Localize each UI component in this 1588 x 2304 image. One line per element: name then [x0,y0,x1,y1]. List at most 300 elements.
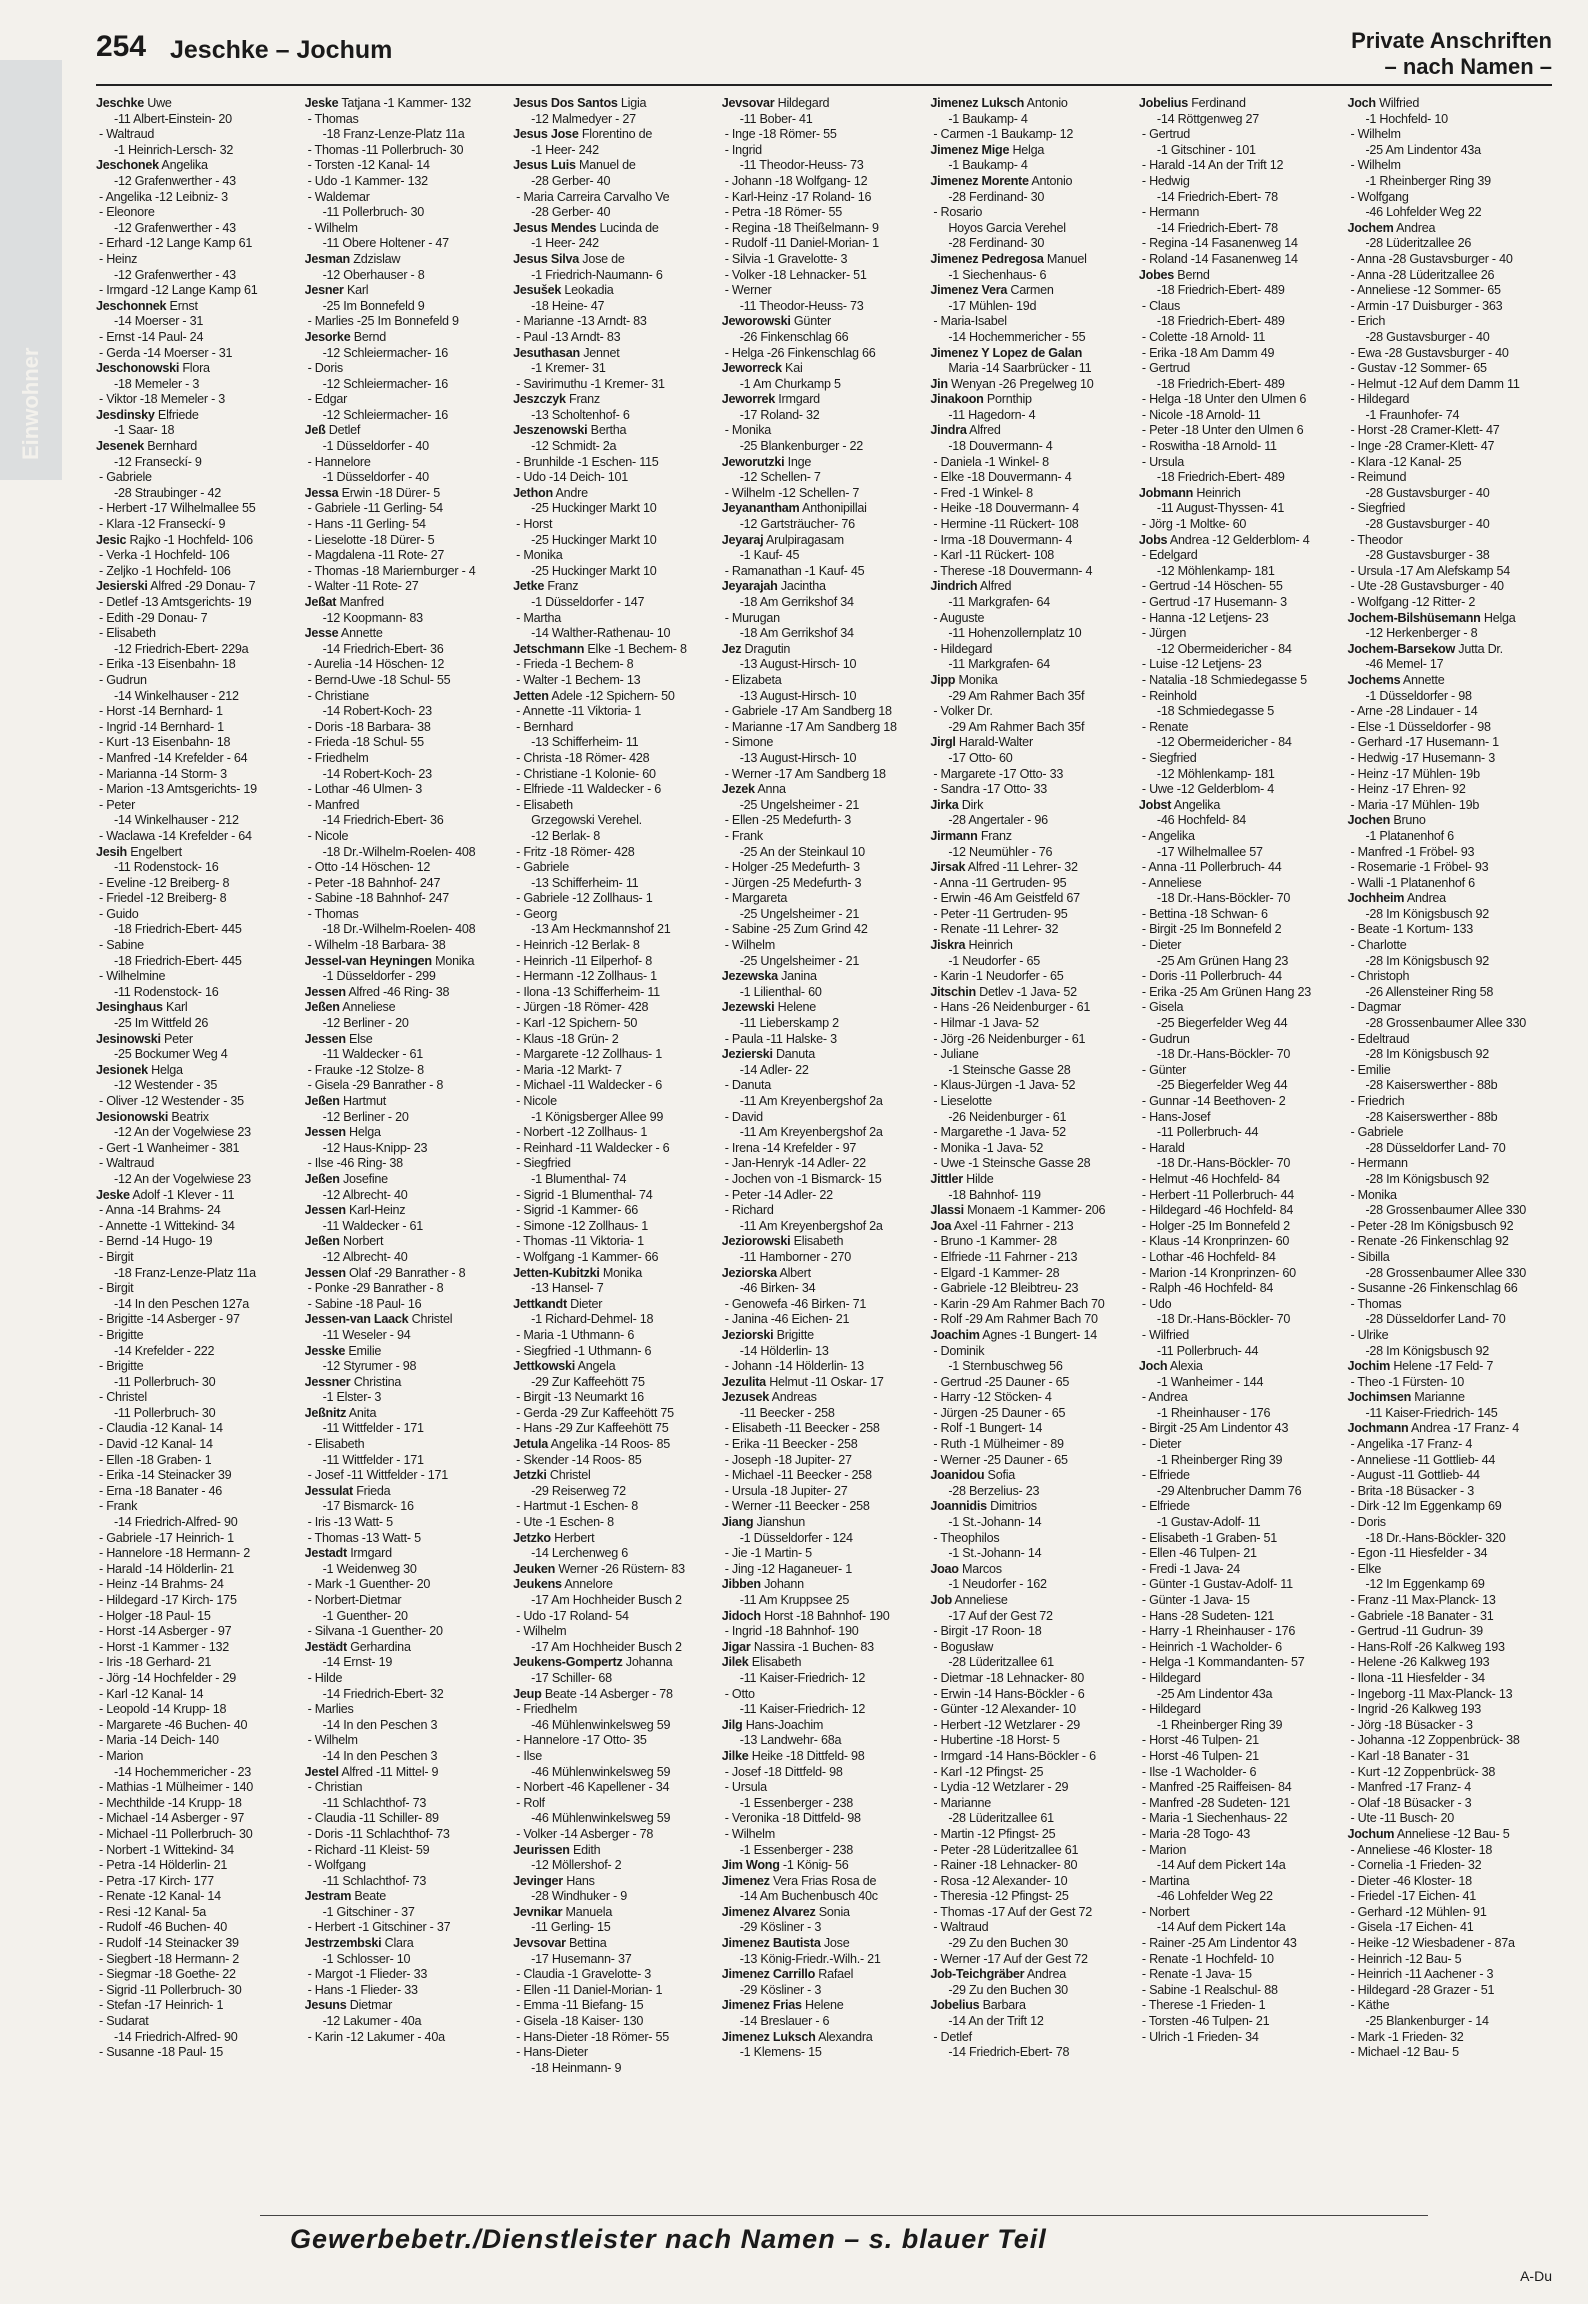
listing-entry [305,689,510,705]
entry-surname: Jochum [1347,1826,1395,1841]
entry-text: - Ingrid -14 Bernhard- 1 [99,719,224,734]
entry-text: - Claus [1141,298,1181,313]
listing-entry [96,127,301,143]
listing-entry [305,1609,510,1625]
entry-text: - Heinrich -12 Berlak- 8 [516,938,640,953]
listing-entry [1347,2014,1552,2030]
entry-text: - Manfred [307,797,360,812]
listing-entry [930,1437,1135,1453]
entry-surname: Jeschonek [96,158,159,173]
listing-entry [305,283,510,299]
listing-entry [305,938,510,954]
listing-entry [513,689,718,705]
entry-text: -11 Pollerbruch- 30 [322,205,424,220]
listing-entry [513,1967,718,1983]
entry-text: - Ingrid [724,142,762,157]
entry-text: -14 Friedrich-Alfred- 90 [114,1515,238,1530]
entry-text: - Ponke -29 Banrather - 8 [307,1281,444,1296]
entry-text: Vera Frias Rosa de [772,1873,877,1888]
entry-text: -12 Im Eggenkamp 69 [1365,1577,1485,1592]
entry-text: - Christiane [307,688,369,703]
listing-entry [930,657,1135,673]
entry-text: - Manfred -25 Raiffeisen- 84 [1141,1780,1292,1795]
entry-text: - Simone [724,735,774,750]
listing-entry [1139,1577,1344,1593]
listing-entry [1139,907,1344,923]
entry-text: - Norbert [1141,1904,1190,1919]
entry-surname: Jesinowski [96,1031,161,1046]
listing-entry [96,985,301,1001]
entry-text: -18 Friedrich-Ebert- 489 [1156,283,1285,298]
listing-column-2 [305,96,510,2216]
listing-entry [930,439,1135,455]
entry-text: -46 Birken- 34 [739,1281,816,1296]
listing-entry [1347,392,1552,408]
entry-surname: Jigar [721,1639,751,1654]
entry-text: - Werner -25 Dauner - 65 [933,1452,1068,1467]
entry-text: - Heinrich -1 Wacholder- 6 [1141,1639,1282,1654]
listing-entry [513,1499,718,1515]
listing-entry [1347,268,1552,284]
entry-text: Ferdinand [1191,96,1246,110]
listing-entry [96,439,301,455]
entry-text: Helga [349,1125,381,1140]
listing-entry [930,158,1135,174]
entry-text: - Maria -1 Uthmann- 6 [516,1327,635,1342]
entry-text: Erwin -18 Dürer- 5 [341,485,440,500]
listing-entry [96,1874,301,1890]
entry-surname: Jimenez Pedregosa [930,251,1044,266]
entry-text: Pornthip [986,392,1032,407]
listing-entry [722,1905,927,1921]
entry-text: -46 Mühlenwinkelsweg 59 [531,1717,671,1732]
entry-text: Helene [805,1998,844,2013]
entry-text: -1 Baukamp- 4 [948,158,1028,173]
entry-text: -13 König-Friedr.-Wilh.- 21 [739,1951,881,1966]
listing-entry [1139,1234,1344,1250]
listing-entry [930,299,1135,315]
listing-entry [1347,127,1552,143]
listing-entry [96,1546,301,1562]
listing-entry [513,720,718,736]
listing-entry [1139,2030,1344,2046]
listing-entry [96,689,301,705]
listing-entry [96,595,301,611]
listing-entry [96,1858,301,1874]
listing-entry [513,626,718,642]
listing-entry [513,767,718,783]
entry-text: - Frauke -12 Stolze- 8 [307,1062,424,1077]
listing-entry [305,361,510,377]
listing-entry [930,346,1135,362]
entry-text: - Richard -11 Kleist- 59 [307,1842,430,1857]
listing-entry [1347,423,1552,439]
listing-entry [930,1328,1135,1344]
listing-entry [1347,501,1552,517]
entry-text: Gerhardina [350,1639,411,1654]
listing-entry [1139,673,1344,689]
listing-entry [1139,611,1344,627]
listing-entry [1139,782,1344,798]
entry-text: - Dietmar -18 Lehnacker- 80 [933,1670,1085,1685]
entry-text: - Anneliese -46 Kloster- 18 [1350,1842,1493,1857]
listing-entry [1139,1344,1344,1360]
listing-entry [513,221,718,237]
listing-entry [513,642,718,658]
entry-text: -11 Theodor-Heuss- 73 [739,158,864,173]
listing-entry [930,1063,1135,1079]
listing-entry [1139,704,1344,720]
listing-entry [722,1577,927,1593]
entry-text: - Sabine [99,938,144,953]
listing-entry [305,1624,510,1640]
listing-entry [96,1577,301,1593]
listing-entry [513,1390,718,1406]
listing-entry [1347,829,1552,845]
entry-text: Karl-Heinz [349,1203,406,1218]
listing-entry [513,1765,718,1781]
entry-text: - Colette -18 Arnold- 11 [1141,329,1266,344]
listing-entry [96,876,301,892]
entry-text: -14 Moerser - 31 [114,314,204,329]
listing-entry [722,689,927,705]
entry-text: -28 Im Königsbusch 92 [1365,1343,1490,1358]
listing-entry [1139,501,1344,517]
entry-text: -26 Allensteiner Ring 58 [1365,984,1494,999]
entry-text: - Michael -11 Waldecker - 6 [516,1078,662,1093]
entry-text: - Irmgard -14 Hans-Böckler - 6 [933,1748,1096,1763]
edge-thumb-tab-label: Einwohner [18,347,43,460]
entry-text: - Dieter [1141,938,1182,953]
listing-entry [930,1110,1135,1126]
listing-entry [513,1749,718,1765]
entry-text: - Uwe -12 Gelderblom- 4 [1141,782,1275,797]
listing-entry [1347,1437,1552,1453]
listing-entry [930,1047,1135,1063]
listing-entry [513,1577,718,1593]
listing-entry [305,533,510,549]
listing-entry [722,1078,927,1094]
entry-text: - Thomas [1350,1296,1402,1311]
entry-text: -28 Grossenbaumer Allee 330 [1365,1203,1527,1218]
entry-text: -11 Markgrafen- 64 [948,595,1050,609]
listing-entry [1139,1624,1344,1640]
listing-entry [930,798,1135,814]
entry-text: Helga [151,1062,183,1077]
listing-entry [722,1874,927,1890]
entry-text: Monaem -1 Kammer- 206 [967,1203,1106,1218]
entry-text: - Mathias -1 Mülheimer - 140 [99,1780,253,1795]
entry-text: Harald-Walter [958,735,1033,750]
entry-text: -12 Möhlenkamp- 181 [1156,766,1275,781]
entry-text: Detlev -1 Java- 52 [979,984,1077,999]
entry-surname: Jeukens-Gompertz [513,1655,623,1670]
entry-text: - Gabriele -12 Zollhaus- 1 [516,891,653,906]
entry-text: - Dirk -12 Im Eggenkamp 69 [1350,1499,1502,1514]
entry-surname: Jezewska [721,969,778,984]
listing-entry [930,1484,1135,1500]
listing-entry [1347,299,1552,315]
listing-entry [1347,548,1552,564]
entry-text: - Marlies [307,1702,354,1717]
entry-text: -14 Krefelder - 222 [114,1343,215,1358]
entry-text: Maria -14 Saarbrücker - 11 [948,361,1092,376]
entry-text: Lucinda de [599,220,659,235]
entry-text: -11 Bober- 41 [739,111,813,126]
entry-surname: Jeworrek [721,392,776,407]
listing-entry [1139,564,1344,580]
listing-entry [513,1250,718,1266]
listing-entry [96,1000,301,1016]
entry-text: - Birgit -25 Am Lindentor 43 [1141,1421,1289,1436]
entry-text: - Thomas [307,111,359,126]
entry-surname: Joao [930,1561,959,1576]
listing-entry [96,174,301,190]
entry-surname: Jeske [96,1187,130,1202]
entry-text: -14 Am Buchenbusch 40c [739,1889,878,1904]
entry-text: Albert [779,1265,811,1280]
listing-entry [305,1047,510,1063]
listing-entry [96,517,301,533]
entry-text: - Klara -12 Kanal- 25 [1350,454,1462,469]
entry-text: Marianne [1414,1390,1465,1405]
entry-text: -14 In den Peschen 3 [322,1748,438,1763]
listing-entry [722,611,927,627]
entry-text: Helga [1012,142,1045,157]
entry-text: Dimitrios [990,1499,1037,1514]
listing-entry [722,158,927,174]
listing-entry [96,1125,301,1141]
listing-entry [1347,767,1552,783]
entry-text: - Edelgard [1141,548,1198,563]
entry-surname: Jestadt [304,1546,347,1561]
listing-entry [930,1219,1135,1235]
listing-entry [930,1344,1135,1360]
entry-text: -11 Pollerbruch- 30 [114,1374,216,1389]
listing-entry [513,1562,718,1578]
entry-text: - Ilse -46 Ring- 38 [307,1156,403,1171]
entry-text: -28 Düsseldorfer Land- 70 [1365,1140,1506,1155]
entry-surname: Jeziorska [721,1265,777,1280]
listing-entry [722,1188,927,1204]
entry-surname: Jimenez Alvarez [721,1904,816,1919]
listing-entry [722,1702,927,1718]
entry-text: - Horst -14 Asberger - 97 [99,1624,232,1639]
listing-entry [722,845,927,861]
entry-text: - Simone -12 Zollhaus- 1 [516,1218,649,1233]
entry-text: - Erika -14 Steinacker 39 [99,1468,232,1483]
listing-entry [305,112,510,128]
listing-entry [930,595,1135,611]
entry-text: Dieter [570,1296,603,1311]
entry-text: - Dieter -46 Kloster- 18 [1350,1873,1472,1888]
listing-entry [96,860,301,876]
entry-text: - Günter -1 Gustav-Adolf- 11 [1141,1577,1293,1592]
entry-text: -25 Ungelsheimer - 21 [739,906,860,921]
listing-entry [722,564,927,580]
entry-surname: Jeup [513,1686,542,1701]
listing-entry [513,2061,718,2077]
entry-surname: Joannidis [930,1499,987,1514]
listing-entry [930,1531,1135,1547]
listing-entry [722,1811,927,1827]
entry-text: - Wilhelm [307,1733,358,1748]
entry-text: - Armin -17 Duisburger - 363 [1350,298,1503,313]
listing-entry [1139,1889,1344,1905]
entry-text: -18 Franz-Lenze-Platz 11a [322,127,465,142]
entry-text: - Günter -1 Java- 15 [1141,1593,1250,1607]
listing-entry [305,1749,510,1765]
entry-surname: Jettkandt [513,1296,567,1311]
listing-entry [96,735,301,751]
listing-entry [930,1406,1135,1422]
listing-entry [1139,268,1344,284]
entry-text: -25 Im Bonnefeld 9 [322,298,425,313]
entry-text: Hans [566,1873,595,1888]
listing-entry [930,1889,1135,1905]
entry-text: Antonio [1031,173,1073,188]
entry-text: - Erika -13 Eisenbahn- 18 [99,657,236,672]
listing-entry [930,1094,1135,1110]
listing-entry [305,1234,510,1250]
entry-surname: Jeyarajah [721,579,778,594]
listing-entry [1347,1281,1552,1297]
listing-entry [96,1811,301,1827]
listing-entry [305,1156,510,1172]
entry-text: Rafael [818,1967,854,1982]
entry-text: -13 August-Hirsch- 10 [739,688,857,703]
entry-text: - Waclawa -14 Krefelder - 64 [99,828,252,843]
entry-text: - Heike -12 Wiesbadener - 87a [1350,1936,1515,1951]
entry-text: -14 Friedrich-Alfred- 90 [114,2029,238,2044]
listing-entry [1347,1141,1552,1157]
entry-text: - Gisela -17 Eichen- 41 [1350,1920,1474,1935]
listing-entry [1347,720,1552,736]
entry-text: -1 Weidenweg 30 [322,1561,417,1576]
listing-entry [722,1843,927,1859]
listing-entry [513,704,718,720]
entry-text: Anneliese [954,1593,1008,1607]
listing-entry [1139,174,1344,190]
listing-entry [96,2045,301,2061]
entry-text: -12 Möhlenkamp- 181 [1156,563,1275,578]
listing-entry [722,1156,927,1172]
entry-text: Ernst [169,298,198,313]
entry-surname: Jesuthasan [513,345,580,360]
entry-text: - Gabriele [1350,1125,1404,1140]
listing-entry [305,595,510,611]
entry-text: - Bernd -14 Hugo- 19 [99,1234,213,1249]
listing-entry [96,1078,301,1094]
listing-entry [96,611,301,627]
listing-entry [930,579,1135,595]
entry-text: - Doris [1350,1515,1386,1530]
entry-text: - Dominik [933,1343,985,1358]
entry-text: - Sigrid -1 Kammer- 66 [516,1203,639,1218]
listing-entry [722,517,927,533]
entry-text: -11 Weseler - 94 [322,1327,411,1342]
listing-entry [1139,205,1344,221]
entry-text: -14 Friedrich-Ebert- 78 [1156,220,1278,235]
entry-text: - Thomas [307,906,359,921]
listing-entry [513,969,718,985]
entry-text: -14 Auf dem Pickert 14a [1156,1858,1286,1873]
entry-surname: Jochem [1347,220,1394,235]
entry-text: - Eleonore [99,205,155,220]
entry-text: Florentino de [581,127,653,142]
entry-text: - Elke -18 Douvermann- 4 [933,470,1072,485]
listing-entry [1139,299,1344,315]
listing-entry [513,1936,718,1952]
listing-entry [513,1905,718,1921]
entry-text: - Peter -28 Im Königsbusch 92 [1350,1218,1514,1233]
entry-text: - Volker -18 Lehnacker- 51 [724,267,867,282]
listing-entry [930,1468,1135,1484]
entry-text: Heike -18 Dittfeld- 98 [751,1748,865,1763]
entry-text: -11 Beecker - 258 [739,1405,835,1420]
entry-text: -14 Ernst- 19 [322,1655,393,1670]
listing-column-3 [513,96,718,2216]
entry-text: -12 Möllershof- 2 [531,1858,622,1873]
entry-text: - Horst -46 Tulpen- 21 [1141,1748,1259,1763]
entry-text: - Lothar -46 Hochfeld- 84 [1141,1249,1276,1264]
listing-entry [1139,1843,1344,1859]
entry-surname: Jezewski [721,1000,775,1015]
entry-text: Nassira -1 Buchen- 83 [753,1639,874,1654]
listing-entry [930,1858,1135,1874]
entry-surname: Jimenez Frias [721,1998,802,2013]
listing-entry [513,346,718,362]
listing-entry [930,1983,1135,1999]
listing-entry [513,408,718,424]
entry-surname: Jesic [96,532,127,547]
entry-text: - Arne -28 Lindauer - 14 [1350,704,1478,719]
entry-text: - Olaf -18 Büsacker - 3 [1350,1795,1472,1810]
entry-text: - Manfred -1 Fröbel- 93 [1350,844,1475,859]
entry-text: - Roland -14 Fasanenweg 14 [1141,251,1298,266]
page-header [0,0,1588,88]
listing-entry [1347,377,1552,393]
listing-entry [513,190,718,206]
listing-entry [1139,2014,1344,2030]
entry-text: -11 Kaiser-Friedrich- 12 [739,1702,866,1717]
listing-entry [305,221,510,237]
listing-entry [930,1749,1135,1765]
entry-surname: Jessen [304,1031,346,1046]
listing-entry [96,1281,301,1297]
listing-entry [305,236,510,252]
listing-entry [513,1546,718,1562]
listing-entry [513,423,718,439]
listing-entry [305,1515,510,1531]
listing-entry [930,1687,1135,1703]
entry-text: -11 Rodenstock- 16 [114,984,219,999]
listing-entry [513,299,718,315]
listing-entry [930,1234,1135,1250]
entry-text: - Gabriele [516,860,569,875]
listing-entry [513,1858,718,1874]
listing-entry [96,1998,301,2014]
listing-entry [96,1016,301,1032]
entry-surname: Jetzki [513,1468,547,1483]
listing-entry [1347,969,1552,985]
listing-entry [1139,1609,1344,1625]
listing-entry [513,1094,718,1110]
entry-text: -14 Adler- 22 [739,1062,809,1077]
listing-entry [722,501,927,517]
entry-text: - Heinz -17 Ehren- 92 [1350,782,1466,797]
listing-entry [305,1874,510,1890]
